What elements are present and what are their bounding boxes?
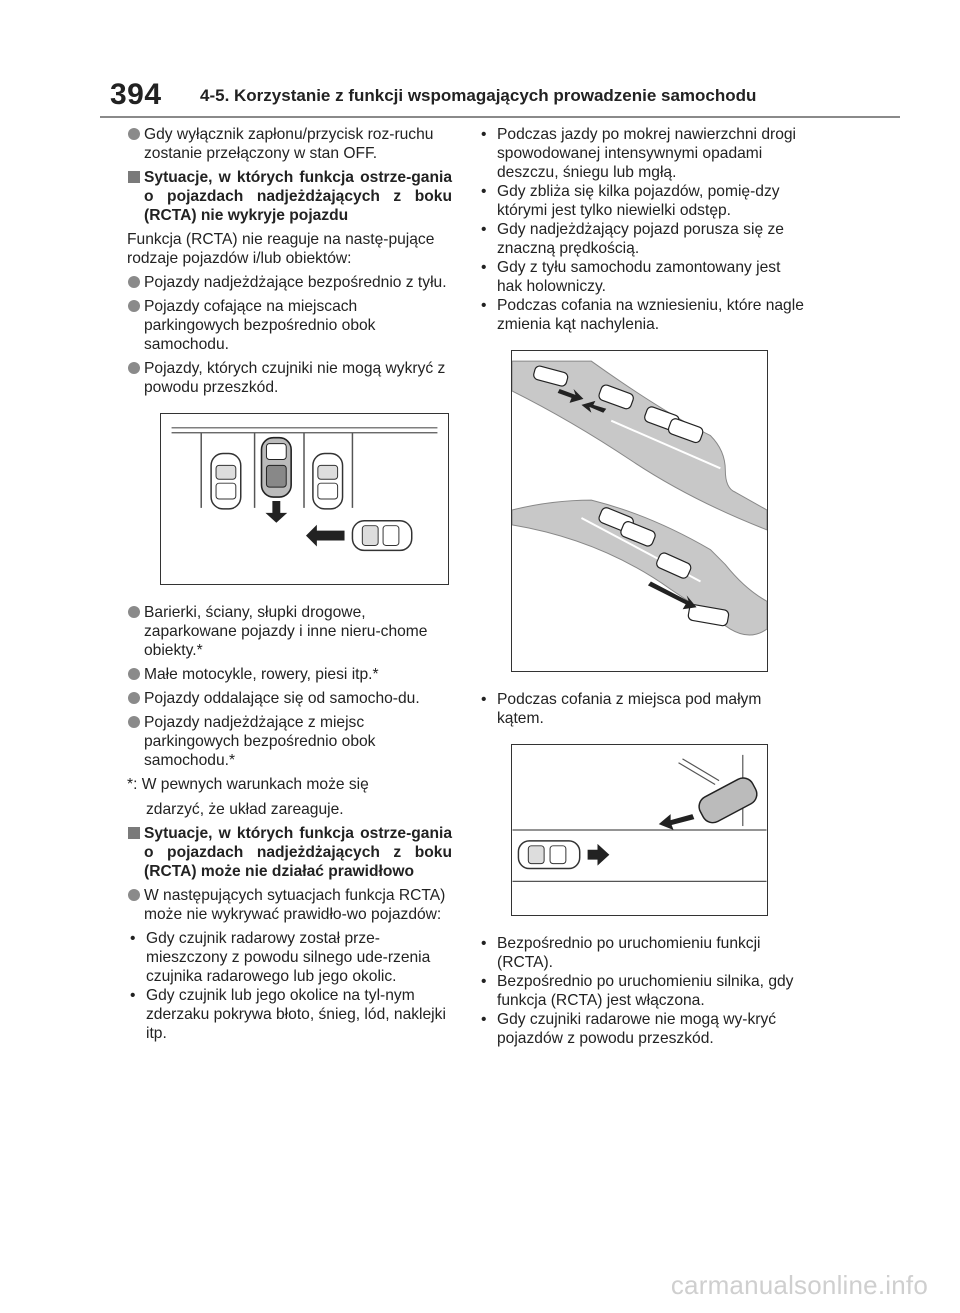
- header-divider: [100, 116, 900, 118]
- bullet-item: • Gdy czujnik radarowy został prze-mieszczony z powodu silnego ude-rzenia czujnika radarowego lub jego okolic.: [127, 929, 452, 986]
- bullet-list: [478, 125, 808, 334]
- reversing-car-icon: [695, 774, 760, 826]
- right-column: [478, 125, 808, 1054]
- bullet-item: • Bezpośrednio po uruchomieniu silnika, gdy funkcja (RCTA) jest włączona.: [478, 972, 808, 1010]
- bullet-item: • Bezpośrednio po uruchomieniu funkcji (RCTA).: [478, 934, 808, 972]
- list-item: [127, 886, 452, 924]
- parked-car-icon: [211, 454, 241, 509]
- parked-car-icon: [313, 454, 343, 509]
- left-column: [127, 125, 452, 1049]
- bullet-item: • Podczas cofania na wzniesieniu, które nagle zmienia kąt nachylenia.: [478, 296, 808, 334]
- paragraph: Funkcja (RCTA) nie reaguje na nastę-pujące rodzaje pojazdów i/lub obiektów:: [127, 231, 435, 267]
- bullet-item: • Gdy czujniki radarowe nie mogą wy-kryć pojazdów z powodu przeszkód.: [478, 1010, 808, 1048]
- angled-parking-illustration: [511, 744, 768, 916]
- bullet-list: [127, 929, 452, 1043]
- watermark: carmanualsonline.info: [670, 1270, 928, 1300]
- list-item: Małe motocykle, rowery, piesi itp.*: [127, 665, 452, 684]
- bullet-list: [478, 934, 808, 1048]
- bullet-item: • Gdy czujnik lub jego okolice na tyl-nym zderzaku pokrywa błoto, śnieg, lód, naklejki itp.: [127, 986, 452, 1043]
- list-item: Pojazdy cofające na miejscach parkingowych bezpośrednio obok samochodu.: [127, 297, 452, 354]
- approaching-car-icon: [352, 521, 411, 551]
- footnote: [127, 775, 452, 819]
- bullet-item: • Podczas cofania z miejsca pod małym kątem.: [478, 690, 808, 728]
- left-arrow-icon: [306, 525, 345, 547]
- parking-illustration: [160, 413, 449, 585]
- right-arrow-icon: [588, 844, 610, 866]
- bullet-item: • Gdy nadjeżdżający pojazd porusza się ze znaczną prędkością.: [478, 220, 808, 258]
- section-title: 4-5. Korzystanie z funkcji wspomagających prowadzenie samochodu: [200, 86, 757, 105]
- section-heading: Sytuacje, w których funkcja ostrze-gania o pojazdach nadjeżdżających z boku (RCTA) może nie działać prawidłowo: [127, 824, 452, 881]
- list-item: Pojazdy, których czujniki nie mogą wykryć z powodu przeszkód.: [127, 359, 452, 397]
- list-item-text: W następujących sytuacjach funkcja RCTA) może nie wykrywać prawidło-wo pojazdów:: [144, 887, 446, 923]
- reversing-car-icon: [262, 438, 292, 497]
- passing-car-icon: [518, 841, 579, 869]
- bullet-item: • Gdy zbliża się kilka pojazdów, pomię-dzy którymi jest tylko niewielki odstęp.: [478, 182, 808, 220]
- list-item: Gdy wyłącznik zapłonu/przycisk roz-ruchu zostanie przełączony w stan OFF.: [127, 125, 452, 163]
- bullet-item: • Podczas jazdy po mokrej nawierzchni drogi spowodowanej intensywnymi opadami deszczu, śniegu lub mgłą.: [478, 125, 808, 182]
- footnote-line: zdarzyć, że układ zareaguje.: [146, 801, 344, 818]
- list-item: Barierki, ściany, słupki drogowe, zaparkowane pojazdy i inne nieru-chome obiekty.*: [127, 603, 452, 660]
- slope-illustration: [511, 350, 768, 672]
- footnote-line: *: W pewnych warunkach może się: [127, 776, 369, 793]
- down-arrow-icon: [265, 501, 287, 523]
- left-arrow-icon: [659, 814, 695, 830]
- bullet-list: [478, 690, 808, 728]
- section-heading: Sytuacje, w których funkcja ostrze-gania o pojazdach nadjeżdżających z boku (RCTA) nie wykryje pojazdu: [127, 168, 452, 225]
- list-item: Pojazdy nadjeżdżające z miejsc parkingowych bezpośrednio obok samochodu.*: [127, 713, 452, 770]
- page-number: 394: [110, 78, 162, 111]
- list-item: Pojazdy oddalające się od samocho-du.: [127, 689, 452, 708]
- bullet-item: • Gdy z tyłu samochodu zamontowany jest hak holowniczy.: [478, 258, 808, 296]
- list-item: Pojazdy nadjeżdżające bezpośrednio z tyłu.: [127, 273, 452, 292]
- page-header: [100, 70, 900, 118]
